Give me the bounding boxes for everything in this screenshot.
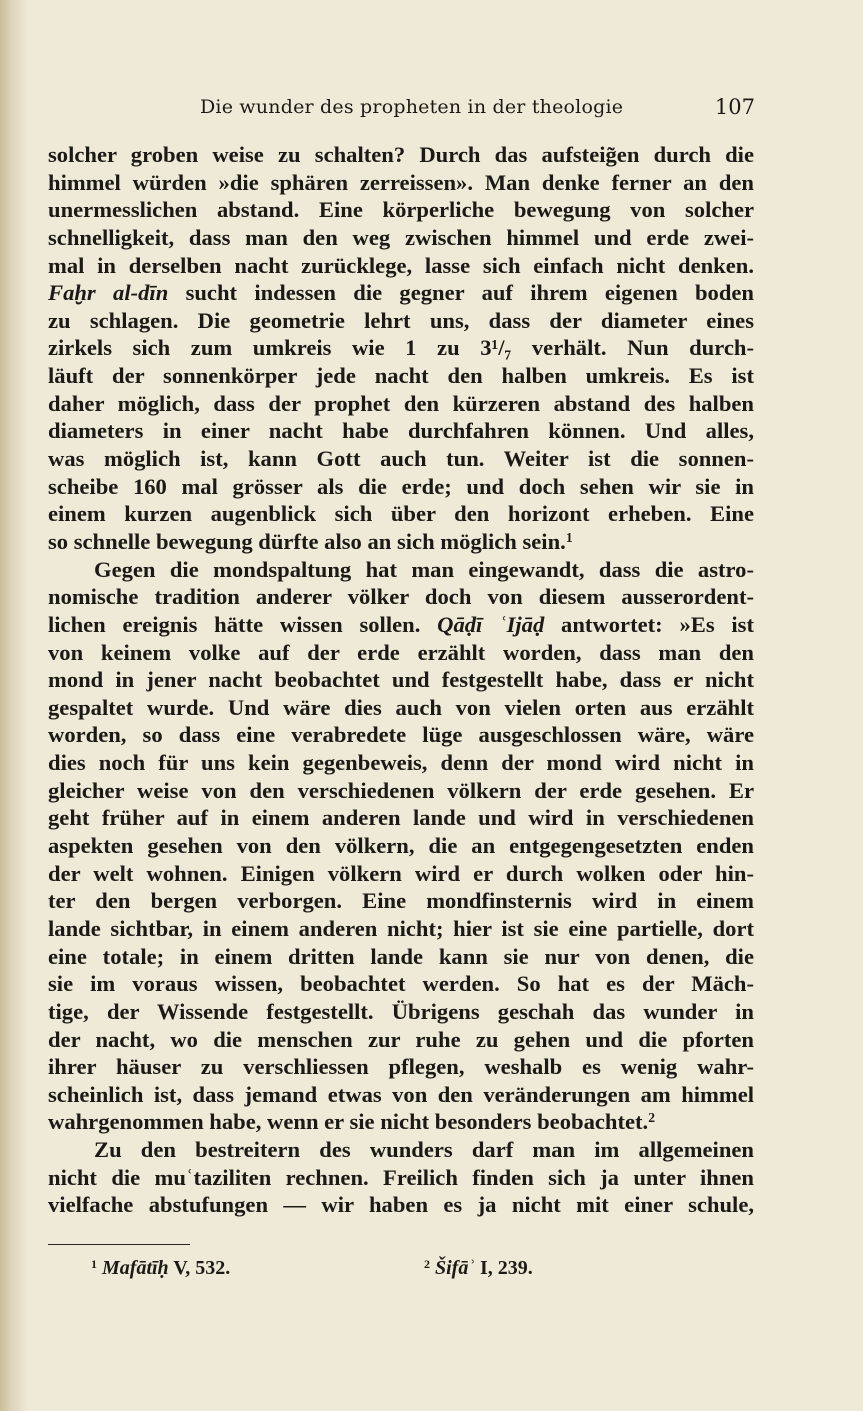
text-line: scheibe 160 mal grösser als die erde; und doch sehen wir sie in	[48, 473, 754, 499]
text-line: tige, der Wissende festgestellt. Übrigens geschah das wunder in	[48, 998, 754, 1024]
paragraph-start-line: Zu den bestreitern des wunders darf man im allgemeinen	[94, 1137, 754, 1163]
footnote-source: Šifāʾ	[435, 1257, 475, 1279]
text-line: der welt wohnen. Einigen völkern wird er durch wolken oder hin-	[48, 860, 754, 886]
text-line: mal in derselben nacht zurücklege, lasse sich einfach nicht denken.	[48, 252, 754, 278]
text-segment: so schnelle bewegung dürfte also an sich möglich sein.	[48, 528, 566, 554]
text-line: lande sichtbar, in einem anderen nicht; hier ist sie eine partielle, dort	[48, 915, 754, 941]
text-segment: lichen ereignis hätte wissen sollen.	[48, 611, 438, 637]
text-line: der nacht, wo die menschen zur ruhe zu gehen und die pforten	[48, 1026, 754, 1052]
text-line: schnelligkeit, dass man den weg zwischen himmel und erde zwei-	[48, 224, 754, 250]
footnote-divider	[48, 1244, 190, 1245]
running-title: Die wunder des propheten in der theologie	[200, 96, 624, 118]
footnote-ref: I, 239.	[475, 1257, 533, 1279]
text-line: sie im voraus wissen, beobachtet werden. So hat es der Mäch-	[48, 971, 754, 997]
text-line: eine totale; in einem dritten lande kann sie nur von denen, die	[48, 943, 754, 969]
text-line: zirkels sich zum umkreis wie 1 zu 3¹/₇ verhält. Nun durch-	[48, 335, 754, 361]
text-line: zu schlagen. Die geometrie lehrt uns, dass der diameter eines	[48, 307, 754, 333]
text-line: ihrer häuser zu verschliessen pflegen, weshalb es wenig wahr-	[48, 1054, 754, 1080]
text-line	[48, 528, 754, 556]
text-segment: sucht indessen die gegner auf ihrem eigenen boden	[168, 280, 754, 306]
text-line: einem kurzen augenblick sich über den horizont erheben. Eine	[48, 501, 754, 527]
text-line	[48, 1108, 754, 1136]
text-line: gleicher weise von den verschiedenen völkern der erde gesehen. Er	[48, 777, 754, 803]
text-line: aspekten gesehen von den völkern, die an entgegengesetzten enden	[48, 833, 754, 859]
text-line: solcher groben weise zu schalten? Durch das aufsteig̃en durch die	[48, 142, 754, 167]
text-line: himmel würden »die sphären zerreissen». Man denke ferner an den	[48, 169, 754, 195]
text-line: ter den bergen verborgen. Eine mondfinsternis wird in einem	[48, 888, 754, 914]
text-segment: wahrgenommen habe, wenn er sie nicht besonders beobachtet.	[48, 1109, 649, 1135]
text-line: mond in jener nacht beobachtet und festgestellt habe, dass er nicht	[48, 667, 754, 693]
author-name-fakhr: Faḫr al-dīn	[48, 280, 169, 306]
footnote-source: Mafātīḥ	[102, 1257, 169, 1279]
page-gutter-shadow	[0, 0, 28, 1411]
text-segment: antwortet: »Es ist	[544, 611, 754, 637]
footnote-mark: 2	[424, 1257, 430, 1271]
text-line: daher möglich, dass der prophet den kürzeren abstand des halben	[48, 390, 754, 416]
text-line	[48, 611, 754, 639]
footnote-ref-2: 2	[648, 1110, 655, 1126]
text-line: läuft der sonnenkörper jede nacht den halben umkreis. Es ist	[48, 363, 754, 389]
text-line: was möglich ist, kann Gott auch tun. Weiter ist die sonnen-	[48, 446, 754, 472]
text-line: geht früher auf in einem anderen lande und wird in verschiedenen	[48, 805, 754, 831]
body-text	[48, 141, 754, 1219]
footnotes	[91, 1253, 691, 1283]
footnote-mark: 1	[91, 1257, 97, 1271]
text-line: worden, so dass eine verabredete lüge ausgeschlossen wäre, wäre	[48, 722, 754, 748]
paragraph-start-line: Gegen die mondspaltung hat man eingewandt, dass die astro-	[94, 556, 754, 582]
text-line: gespaltet wurde. Und wäre dies auch von vielen orten aus erzählt	[48, 694, 754, 720]
text-line	[48, 279, 754, 307]
text-line: nomische tradition anderer völker doch von diesem ausserordent-	[48, 584, 754, 610]
text-line: von keinem volke auf der erde erzählt worden, dass man den	[48, 639, 754, 665]
running-header	[200, 92, 755, 122]
text-line: unermesslichen abstand. Eine körperliche bewegung von solcher	[48, 197, 754, 223]
footnote-1	[91, 1253, 230, 1283]
footnote-ref: V, 532.	[168, 1257, 231, 1279]
footnote-2	[424, 1253, 533, 1283]
text-line: diameters in einer nacht habe durchfahren können. Und alles,	[48, 418, 754, 444]
text-line: dies noch für uns kein gegenbeweis, denn der mond wird nicht in	[48, 750, 754, 776]
footnote-ref-1: 1	[565, 530, 573, 546]
page-number: 107	[714, 95, 755, 119]
text-line: scheinlich ist, dass jemand etwas von den veränderungen am himmel	[48, 1081, 754, 1107]
text-line: vielfache abstufungen — wir haben es ja nicht mit einer schule,	[48, 1192, 754, 1218]
text-line: nicht die muʿtaziliten rechnen. Freilich finden sich ja unter ihnen	[48, 1164, 754, 1190]
author-name-qadi-iyad: Qāḍī ʿIjāḍ	[437, 611, 545, 637]
